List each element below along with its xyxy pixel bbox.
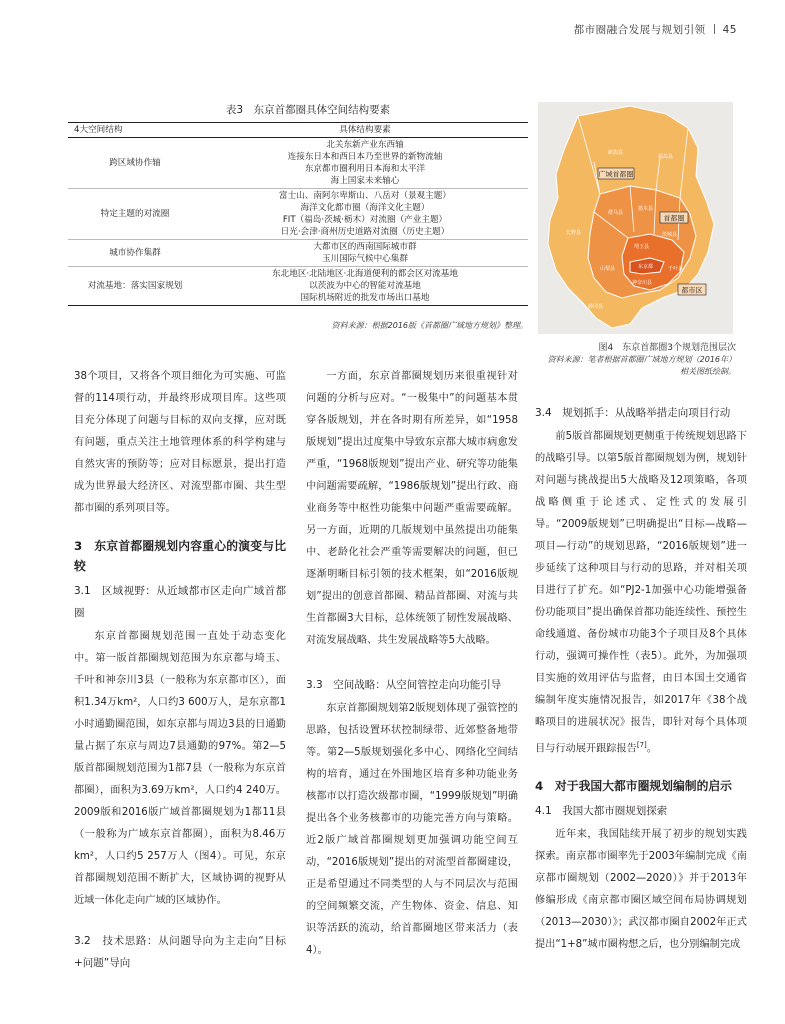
prefecture-label: 栃木县 <box>638 206 654 212</box>
table-item: FIT（福岛·茨城·栃木）对流圈（产业主题） <box>282 215 448 225</box>
paragraph: 38个项目，又将各个项目细化为可实施、可监督的114项行动，并最终形成项目库。这些项目充分体现了问题与目标的双向支撑，应对既有问题，重点关注土地管理体系的科学构建与自然灾害的预防等；应对目标愿景，提出打造成为世界最大经济区、对流型都市圈、共生型都市圈的系列项目等。 <box>74 371 286 514</box>
prefecture-label: 千叶县 <box>668 266 684 272</box>
spatial-structure-table <box>68 122 528 306</box>
table-item: 北关东新产业东西轴 <box>326 140 404 150</box>
table-row <box>68 189 528 240</box>
paragraph: 东京首都圈规划第2版规划体现了强管控的思路，包括设置环状控制绿带、近郊整备地带等。第2—5版规划强化多中心、网络化空间结构的培育，通过在外围地区培育多种功能业务核都市以打造次级都市圈，“1999版规划”明确提出各个业务核都市的功能完善方向与策略。近2版广域首都圈规划更加强调功能空间互动，“2016版规划”提出的对流型首都圈建设，正是希望通过不同类型的人与不同层次与范围的空间频繁交流，产生物体、资金、信息、知识等活跃的流动，给首都圈地区带来活力（表4）。 <box>306 703 518 956</box>
prefecture-label: 福岛县 <box>658 154 674 160</box>
subsection-heading: 3.2 技术思路：从问题导向为主走向“目标+问题”导向 <box>74 935 286 969</box>
table-item: 大都市区的西南国际城市群 <box>313 242 417 252</box>
citation-ref: [7] <box>636 741 647 749</box>
figure-source-line: 资料来源：笔者根据首都圈广域地方规划（2016年） <box>547 355 736 364</box>
table-category-cell: 对流基地：落实国家规划 <box>68 267 202 306</box>
table-item: 东京都市圈利用日本海和太平洋 <box>304 164 426 174</box>
table-item: 连接东日本和西日本乃至世界的新物流轴 <box>287 152 443 162</box>
spacer <box>306 652 518 674</box>
text-column-3 <box>535 402 747 956</box>
table-item: 国际机场附近的批发市场出口基地 <box>300 293 430 303</box>
subsection-heading: 4.1 我国大都市圈规划探索 <box>535 805 668 818</box>
table-category-cell: 城市协作集群 <box>68 240 202 267</box>
table-header-cell: 具体结构要素 <box>202 123 528 138</box>
paragraph-end: 。 <box>646 743 657 755</box>
table-items-cell <box>202 267 528 306</box>
prefecture-label: 茨城县 <box>662 232 678 238</box>
prefecture-label: 埼玉县 <box>634 244 650 250</box>
header-divider <box>714 24 715 34</box>
table-row <box>68 267 528 306</box>
table-title: 表3 东京首都圈具体空间结构要素 <box>225 104 391 116</box>
paragraph: 一方面，东京首都圈规划历来很重视针对问题的分析与应对。“一极集中”的问题基本贯穿各版规划，并在各时期有所差异，如“1958版规划”提出过度集中导致东京都大城市病愈发严重，“1968版规划”提出产业、研究等功能集中问题需要疏解，“1986版规划”提出行政、商业商务等中枢性功能集中问题严重需要疏解。另一方面，近期的几版规划中虽然提出功能集中、老龄化社会严重等需要解决的问题，但已逐渐明晰目标引领的技术框架，如“2016版规划”提出的创意首都圈、精品首都圈、对流与共生首都圈3大目标，总体统领了韧性发展战略、对流发展战略、共生发展战略等5大战略。 <box>306 371 518 646</box>
table-row <box>68 240 528 267</box>
prefecture-label: 神奈川县 <box>632 280 653 286</box>
metro-area-label: 都市区 <box>681 286 703 295</box>
page-number: 45 <box>722 24 737 36</box>
figure-source-line: 相关图纸绘制。 <box>680 367 736 376</box>
table-item: 富士山、南阿尔卑斯山、八岳对（景观主题） <box>279 191 451 201</box>
capital-region-map <box>538 102 733 334</box>
table-category-cell: 特定主题的对流圈 <box>68 189 202 240</box>
table-item: 海洋文化都市圈（海洋文化主题） <box>300 203 430 213</box>
table-header-cell: 4大空间结构 <box>68 123 202 138</box>
table-row <box>68 138 528 189</box>
paragraph-text: 前5版首都圈规划更侧重于传统规划思路下的战略引导。以第5版首都圈规划为例，规划针对问题与挑战提出5大战略及12项策略，各项战略侧重于论述式、定性式的发展引导。“2009版规划”已明确提出“目标—战略—项目—行动”的规划思路，“2016版规划”进一步延续了这种项目与行动的思路，并对相关项目进行了扩充。如“PJ2-1加强中心功能增强备份功能项目”提出确保首都功能连续性、预控生命线通道、备份城市功能3个子项目及8个具体行动，强调可操作性（表5）。此外，为加强项目实施的效用评估与监督，由日本国土交通省编制年度实施情况报告，如2017年《38个战略项目的进展状况》报告，即针对每个具体项目与行动展开跟踪报告 <box>535 431 747 755</box>
text-column-2 <box>306 366 518 962</box>
table-item: 海上国家未来轴心 <box>330 176 400 186</box>
prefecture-label: 静冈县 <box>588 304 604 310</box>
subsection-heading: 3.4 规划抓手：从战略举措走向项目行动 <box>535 407 731 419</box>
table-items-cell <box>202 138 528 189</box>
table-items-cell <box>202 189 528 240</box>
prefecture-label: 群马县 <box>608 210 624 216</box>
subsection-heading: 3.1 区域视野：从近域都市区走向广域首都圈 <box>74 585 286 619</box>
table-item: 以茨波为中心的智能对流基地 <box>309 281 421 291</box>
table-category-cell: 跨区域协作轴 <box>68 138 202 189</box>
figure-title: 图4 东京首都圈3个规划范围层次 <box>598 343 736 353</box>
table-source-note: 资料来源：根据2016版《首都圈广域地方规划》整理。 <box>331 321 528 330</box>
paragraph: 近年来，我国陆续开展了初步的规划实践探索。南京都市圈率先于2003年编制完成《南京都市圈规划（2002—2020）》并于2013年修编形成《南京都市圈区域空间布局协调规划（2013—2030）》；武汉都市圈自2002年正式提出“1+8”城市圈构想之后，也分别编制完成 <box>535 829 747 951</box>
table-items-cell <box>202 240 528 267</box>
prefecture-label: 新潟县 <box>608 150 624 156</box>
paragraph <box>535 426 747 760</box>
wide-region-label: 广域首都圈 <box>598 170 634 179</box>
section-heading: 3 东京首都圈规划内容重心的演变与比较 <box>74 539 286 573</box>
table-item: 玉川国际气候中心集群 <box>322 254 408 264</box>
text-column-1 <box>74 366 286 976</box>
table-item: 东北地区·北陆地区·北海道便利的都会区对流基地 <box>272 269 458 279</box>
section-heading: 4 对于我国大都市圈规划编制的启示 <box>535 779 732 794</box>
subsection-heading: 3.3 空间战略：从空间管控走向功能引导 <box>306 679 502 691</box>
figure-caption <box>538 342 736 378</box>
table-item: 日光·会津·商州历史道路对流圈（历史主题） <box>280 227 450 237</box>
capital-region-label: 首都圈 <box>663 214 685 223</box>
table-header-row <box>68 123 528 138</box>
running-head <box>574 22 737 37</box>
prefecture-label: 长野县 <box>566 230 582 236</box>
paragraph: 东京首都圈规划范围一直处于动态变化中。第一版首都圈规划范围为东京都与埼玉、千叶和神奈川3县（一般称为东京都市区），面积1.34万km²，人口约3 600万人，是东京都1小时通勤圈范围，如东京都与周边3县的日通勤量占据了东京与周边7县通勤的97%。第2—5版首都圈规划范围为1都7县（一般称为东京首都圈），面积为3.69万km²，人口约4 240万。2009版和2016版广域首都圈规划为1都11县（一般称为广域东京首都圈），面积为8.46万km²，人口约5 257万人（图4）。可见，东京首都圈规划范围不断扩大，区域协调的视野从近域一体化走向广域的区域协作。 <box>74 631 286 906</box>
prefecture-label: 东京都 <box>638 264 654 270</box>
journal-section-title: 都市圈融合发展与规划引领 <box>573 24 706 36</box>
prefecture-label: 山梨县 <box>600 266 616 272</box>
